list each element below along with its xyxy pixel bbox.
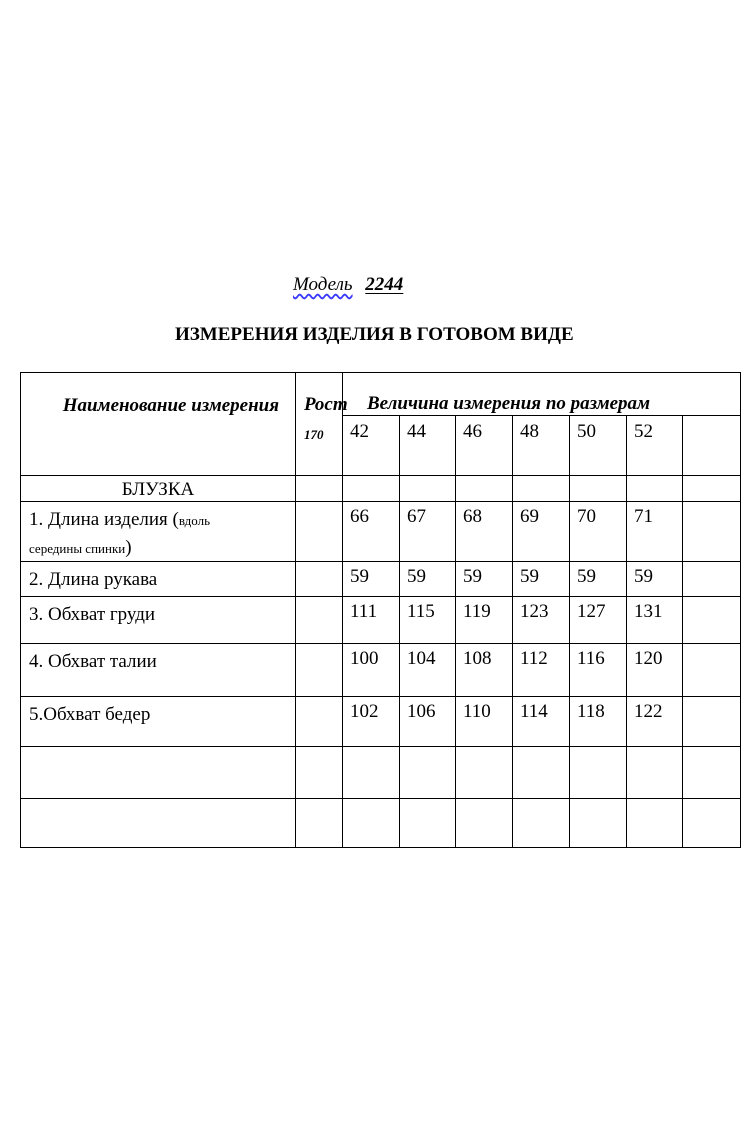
row-label: 3. Обхват груди: [21, 597, 296, 644]
value-cell: 104: [400, 644, 456, 697]
value-cell: 59: [513, 562, 570, 597]
value-cell: 112: [513, 644, 570, 697]
rost-cell: [296, 502, 343, 562]
table-row: [21, 644, 741, 697]
empty-cell: [627, 747, 683, 799]
rost-cell: [296, 697, 343, 747]
empty-cell: [296, 476, 343, 502]
empty-cell: [627, 799, 683, 848]
empty-cell: [400, 799, 456, 848]
row-label: 1. Длина изделия (вдоль середины спинки): [21, 502, 296, 562]
value-cell: 118: [570, 697, 627, 747]
empty-cell: [21, 799, 296, 848]
table-row: [21, 597, 741, 644]
model-heading: [293, 274, 403, 296]
size-cell: [683, 416, 741, 476]
table-row: [21, 502, 741, 562]
size-cell: 50: [570, 416, 627, 476]
value-cell: [683, 644, 741, 697]
empty-cell: [570, 476, 627, 502]
table-row-empty: [21, 747, 741, 799]
value-cell: [683, 697, 741, 747]
empty-cell: [570, 799, 627, 848]
empty-cell: [513, 799, 570, 848]
measurements-table: [20, 372, 741, 848]
size-cell: 46: [456, 416, 513, 476]
empty-cell: [343, 747, 400, 799]
model-word: Модель: [293, 274, 353, 295]
header-values: Величина измерения по размерам: [343, 373, 741, 416]
empty-cell: [683, 476, 741, 502]
empty-cell: [456, 799, 513, 848]
empty-cell: [400, 747, 456, 799]
model-number: 2244: [365, 274, 404, 295]
empty-cell: [456, 476, 513, 502]
row-label: 4. Обхват талии: [21, 644, 296, 697]
empty-cell: [343, 799, 400, 848]
rost-cell: [296, 562, 343, 597]
value-cell: 111: [343, 597, 400, 644]
value-cell: 102: [343, 697, 400, 747]
size-cell: 42: [343, 416, 400, 476]
value-cell: 59: [343, 562, 400, 597]
value-cell: 66: [343, 502, 400, 562]
rost-value: 170: [304, 427, 324, 443]
empty-cell: [683, 747, 741, 799]
rost-cell: [296, 597, 343, 644]
value-cell: 70: [570, 502, 627, 562]
value-cell: 114: [513, 697, 570, 747]
value-cell: 100: [343, 644, 400, 697]
value-cell: 115: [400, 597, 456, 644]
document-title: ИЗМЕРЕНИЯ ИЗДЕЛИЯ В ГОТОВОМ ВИДЕ: [175, 324, 574, 345]
empty-cell: [513, 747, 570, 799]
value-cell: 110: [456, 697, 513, 747]
row-label: 5.Обхват бедер: [21, 697, 296, 747]
empty-cell: [513, 476, 570, 502]
value-cell: 123: [513, 597, 570, 644]
value-cell: [683, 597, 741, 644]
value-cell: 120: [627, 644, 683, 697]
size-cell: 48: [513, 416, 570, 476]
value-cell: 69: [513, 502, 570, 562]
section-label: БЛУЗКА: [21, 476, 296, 502]
rost-label: Рост: [304, 394, 348, 415]
value-cell: 116: [570, 644, 627, 697]
table-row: [21, 562, 741, 597]
table-row: [21, 697, 741, 747]
value-cell: [683, 562, 741, 597]
empty-cell: [296, 747, 343, 799]
row-label: 2. Длина рукава: [21, 562, 296, 597]
value-cell: 127: [570, 597, 627, 644]
value-cell: 131: [627, 597, 683, 644]
value-cell: 59: [400, 562, 456, 597]
value-cell: 108: [456, 644, 513, 697]
header-name: Наименование измерения: [21, 373, 296, 476]
size-cell: 52: [627, 416, 683, 476]
empty-cell: [343, 476, 400, 502]
header-rost: [296, 373, 348, 476]
value-cell: 59: [570, 562, 627, 597]
value-cell: 71: [627, 502, 683, 562]
value-cell: 67: [400, 502, 456, 562]
empty-cell: [21, 747, 296, 799]
empty-cell: [456, 747, 513, 799]
value-cell: 106: [400, 697, 456, 747]
table-row-empty: [21, 799, 741, 848]
empty-cell: [296, 799, 343, 848]
empty-cell: [627, 476, 683, 502]
size-cell: 44: [400, 416, 456, 476]
empty-cell: [570, 747, 627, 799]
value-cell: 68: [456, 502, 513, 562]
value-cell: 122: [627, 697, 683, 747]
empty-cell: [400, 476, 456, 502]
value-cell: [683, 502, 741, 562]
value-cell: 59: [456, 562, 513, 597]
empty-cell: [683, 799, 741, 848]
value-cell: 119: [456, 597, 513, 644]
value-cell: 59: [627, 562, 683, 597]
rost-cell: [296, 644, 343, 697]
